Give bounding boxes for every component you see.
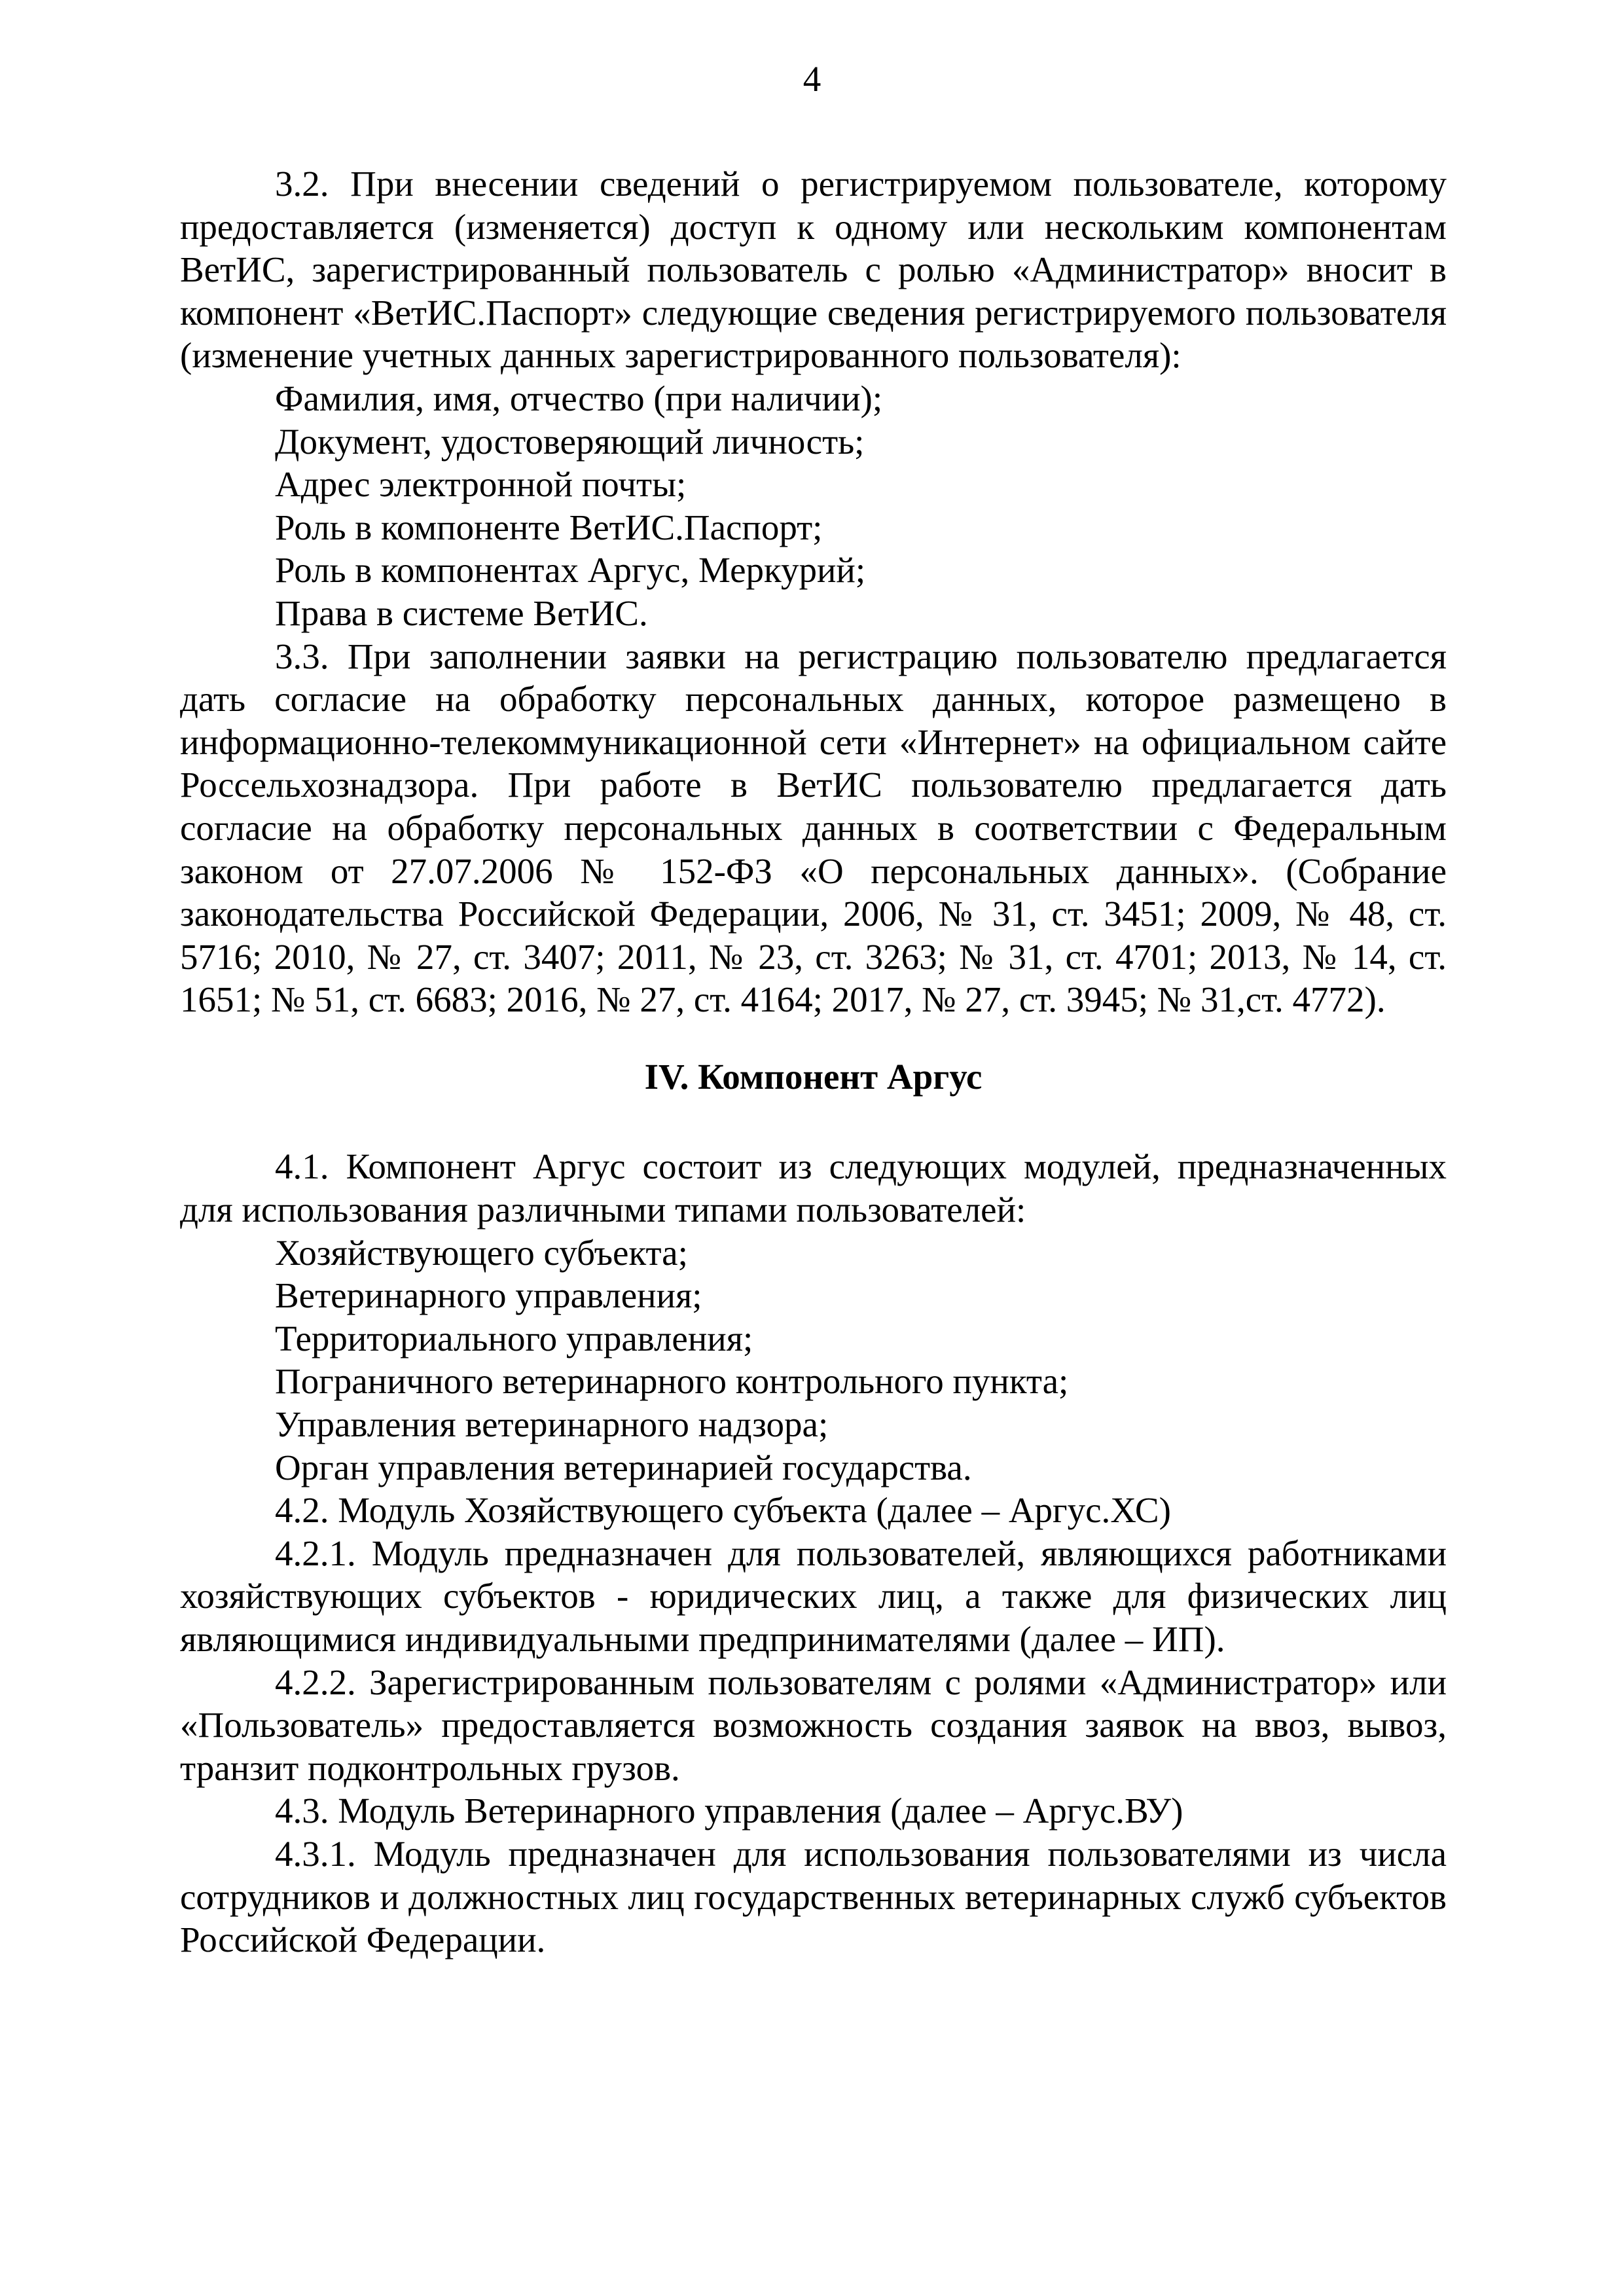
list-item: Права в системе ВетИС. <box>275 592 648 633</box>
list-item: Территориального управления; <box>275 1318 753 1358</box>
list-item: Хозяйствующего субъекта; <box>275 1232 688 1273</box>
document-body <box>180 162 1447 1961</box>
paragraph-4-3: 4.3. Модуль Ветеринарного управления (далее – Аргус.ВУ) <box>275 1791 1183 1831</box>
paragraph-4-2: 4.2. Модуль Хозяйствующего субъекта (далее – Аргус.ХС) <box>275 1490 1171 1531</box>
list-item: Роль в компонентах Аргус, Меркурий; <box>275 550 866 591</box>
list-item: Адрес электронной почты; <box>275 464 687 505</box>
list-item: Документ, удостоверяющий личность; <box>275 421 865 462</box>
paragraph-4-2-2: 4.2.2. Зарегистрированным пользователям с ролями «Администратор» или «Пользователь» предоставляется возможность создания заявок на ввоз, вывоз, транзит подконтрольных грузов. <box>180 1662 1447 1788</box>
paragraph-3-2: 3.2. При внесении сведений о регистрируемом пользователе, которому предоставляется (изменяется) доступ к одному или нескольким компонентам ВетИС, зарегистрированный пользователь с ролью «Администратор» вносит в компонент «ВетИС.Паспорт» следующие сведения регистрируемого пользователя (изменение учетных данных зарегистрированного пользователя): <box>180 164 1447 376</box>
list-item: Ветеринарного управления; <box>275 1275 702 1316</box>
section-heading: IV. Компонент Аргус <box>644 1056 983 1097</box>
list-item: Управления ветеринарного надзора; <box>275 1404 829 1445</box>
list-item: Пограничного ветеринарного контрольного пункта; <box>275 1361 1069 1402</box>
list-item: Фамилия, имя, отчество (при наличии); <box>275 378 883 418</box>
paragraph-4-3-1: 4.3.1. Модуль предназначен для использования пользователями из числа сотрудников и должностных лиц государственных ветеринарных служб субъектов Российской Федерации. <box>180 1833 1447 1960</box>
paragraph-3-3: 3.3. При заполнении заявки на регистрацию пользователю предлагается дать согласие на обработку персональных данных, которое размещено в информационно-телекоммуникационной сети «Интернет» на официальном сайте Россельхознадзора. При работе в ВетИС пользователю предлагается дать согласие на обработку персональных данных в соответствии с Федеральным законом от 27.07.2006 № 152-ФЗ «О персональных данных». (Собрание законодательства Российской Федерации, 2006, № 31, ст. 3451; 2009, № 48, ст. 5716; 2010, № 27, ст. 3407; 2011, № 23, ст. 3263; № 31, ст. 4701; 2013, № 14, ст. 1651; № 51, ст. 6683; 2016, № 27, ст. 4164; 2017, № 27, ст. 3945; № 31,ст. 4772). <box>180 636 1447 1020</box>
paragraph-4-2-1: 4.2.1. Модуль предназначен для пользователей, являющихся работниками хозяйствующих субъектов - юридических лиц, а также для физических лиц являющимися индивидуальными предпринимателями (далее – ИП). <box>180 1533 1447 1659</box>
paragraph-4-1: 4.1. Компонент Аргус состоит из следующих модулей, предназначенных для использования различными типами пользователей: <box>180 1146 1447 1230</box>
page-number: 4 <box>803 59 821 99</box>
list-item: Орган управления ветеринарией государства. <box>275 1447 972 1487</box>
list-item: Роль в компоненте ВетИС.Паспорт; <box>275 507 823 547</box>
